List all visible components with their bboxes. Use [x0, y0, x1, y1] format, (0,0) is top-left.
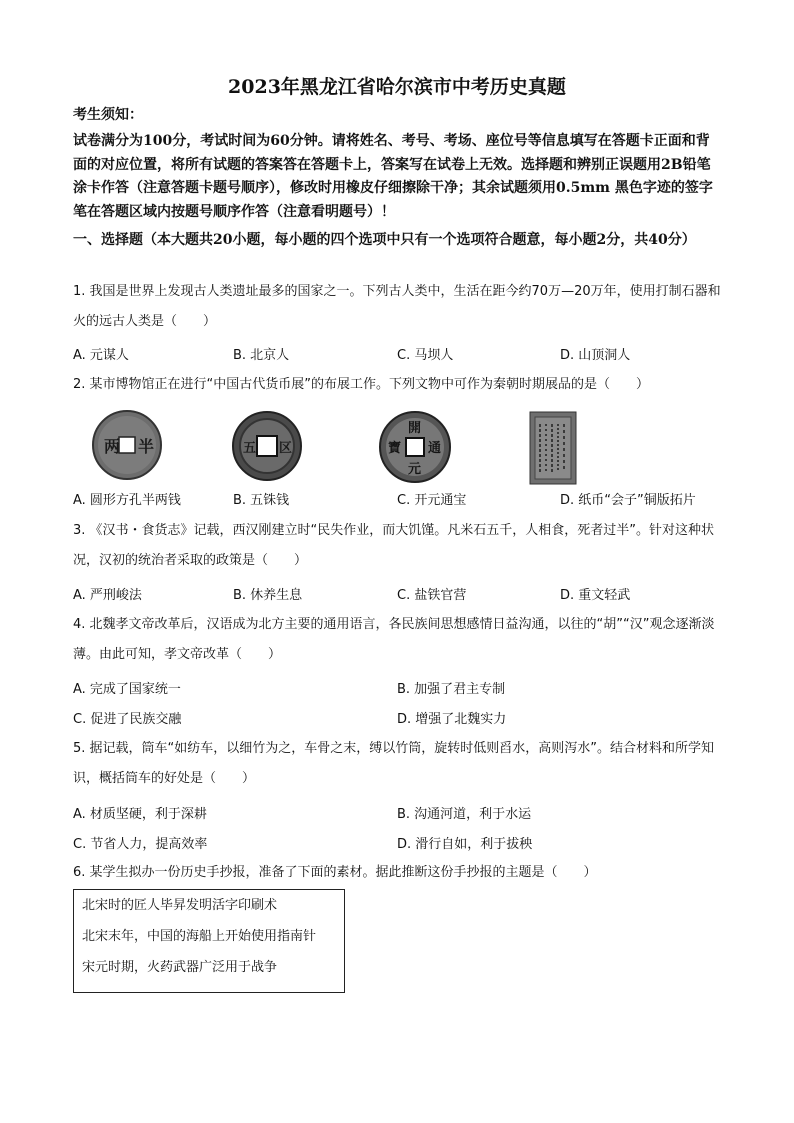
option-c[interactable]: C. 马坝人	[397, 348, 454, 363]
option-c[interactable]: C. 开元通宝	[397, 493, 467, 508]
option-c[interactable]: C. 促进了民族交融	[73, 712, 182, 727]
question-3-options	[73, 584, 733, 604]
option-c[interactable]: C. 盐铁官营	[397, 588, 467, 603]
page-title: 2023年黑龙江省哈尔滨市中考历史真题	[228, 76, 566, 98]
question-1-stem: 1. 我国是世界上发现古人类遗址最多的国家之一。下列古人类中，生活在距今约70万—20万年，使用打制石器和火的远古人类是（ ）	[73, 284, 721, 329]
wuzhu-coin-image	[231, 410, 303, 482]
question-5-options-row-1	[73, 803, 733, 823]
option-b[interactable]: B. 五铢钱	[233, 493, 290, 508]
option-d[interactable]: D. 增强了北魏实力	[397, 712, 507, 727]
option-b[interactable]: B. 加强了君主专制	[397, 682, 506, 697]
huizi-rubbing-image	[528, 410, 578, 486]
material-box	[73, 889, 345, 993]
material-item: 北宋末年，中国的海船上开始使用指南针	[82, 929, 317, 944]
option-d[interactable]: D. 山顶洞人	[560, 348, 631, 363]
section-heading: 一、选择题（本大题共20小题，每小题的四个选项中只有一个选项符合题意，每小题2分，共40分）	[73, 232, 696, 248]
option-b[interactable]: B. 休养生息	[233, 588, 303, 603]
option-a[interactable]: A. 圆形方孔半两钱	[73, 493, 181, 508]
option-a[interactable]: A. 元谋人	[73, 348, 129, 363]
coin-glyph: 寶	[388, 441, 402, 456]
question-5-stem: 5. 据记载，筒车“如纺车，以细竹为之，车骨之末，缚以竹筒，旋转时低则舀水，高则泻水”。结合材料和所学知识，概括筒车的好处是（ ）	[73, 741, 715, 786]
option-c[interactable]: C. 节省人力，提高效率	[73, 837, 208, 852]
coin-glyph: 通	[428, 441, 442, 456]
option-a[interactable]: A. 严刑峻法	[73, 588, 142, 603]
question-2-stem: 2. 某市博物馆正在进行“中国古代货币展”的布展工作。下列文物中可作为秦朝时期展品的是（ ）	[73, 377, 650, 392]
question-6-stem: 6. 某学生拟办一份历史手抄报，准备了下面的素材。据此推断这份手抄报的主题是（ ）	[73, 865, 597, 880]
question-2-options	[73, 489, 733, 509]
coin-glyph: 区	[279, 441, 293, 456]
option-a[interactable]: A. 材质坚硬，利于深耕	[73, 807, 207, 822]
notice-text: 试卷满分为100分，考试时间为60分钟。请将姓名、考号、考场、座位号等信息填写在答题卡正面和背面的对应位置，将所有试题的答案答在答题卡上，答案写在试卷上无效。选择题和辨别正误题用2B铅笔涂卡作答（注意答题卡题号顺序），修改时用橡皮仔细擦除干净；其余试题须用0.5mm 黑色字迹的签字笔在答题区域内按题号顺序作答（注意看明题号）！	[73, 133, 713, 220]
option-d[interactable]: D. 重文轻武	[560, 588, 631, 603]
coin-glyph: 半	[138, 437, 155, 456]
coin-glyph: 两	[104, 437, 121, 456]
question-4-options-row-2	[73, 708, 733, 728]
question-1-options	[73, 344, 733, 364]
kaiyuan-coin-image	[378, 410, 452, 484]
option-d[interactable]: D. 滑行自如，利于拔秧	[397, 837, 533, 852]
material-item: 北宋时的匠人毕昇发明活字印刷术	[82, 898, 278, 913]
question-4-options-row-1	[73, 678, 733, 698]
question-4-stem: 4. 北魏孝文帝改革后，汉语成为北方主要的通用语言，各民族间思想感情日益沟通，以往的“胡”“汉”观念逐渐淡薄。由此可知，孝文帝改革（ ）	[73, 617, 715, 662]
option-b[interactable]: B. 沟通河道，利于水运	[397, 807, 532, 822]
question-3-stem: 3. 《汉书・食货志》记载，西汉刚建立时“民失作业，而大饥馑。凡米石五千，人相食，死者过半”。针对这种状况，汉初的统治者采取的政策是（ ）	[73, 523, 715, 568]
material-item: 宋元时期，火药武器广泛用于战争	[82, 960, 278, 975]
notice-heading: 考生须知：	[73, 107, 143, 123]
option-b[interactable]: B. 北京人	[233, 348, 290, 363]
coin-glyph: 五	[243, 441, 257, 456]
question-5-options-row-2	[73, 833, 733, 853]
option-d[interactable]: D. 纸币“会子”铜版拓片	[560, 493, 696, 508]
option-a[interactable]: A. 完成了国家统一	[73, 682, 181, 697]
coin-glyph: 開	[408, 421, 422, 436]
banliang-coin-image	[82, 410, 172, 480]
coin-glyph: 元	[408, 462, 422, 477]
